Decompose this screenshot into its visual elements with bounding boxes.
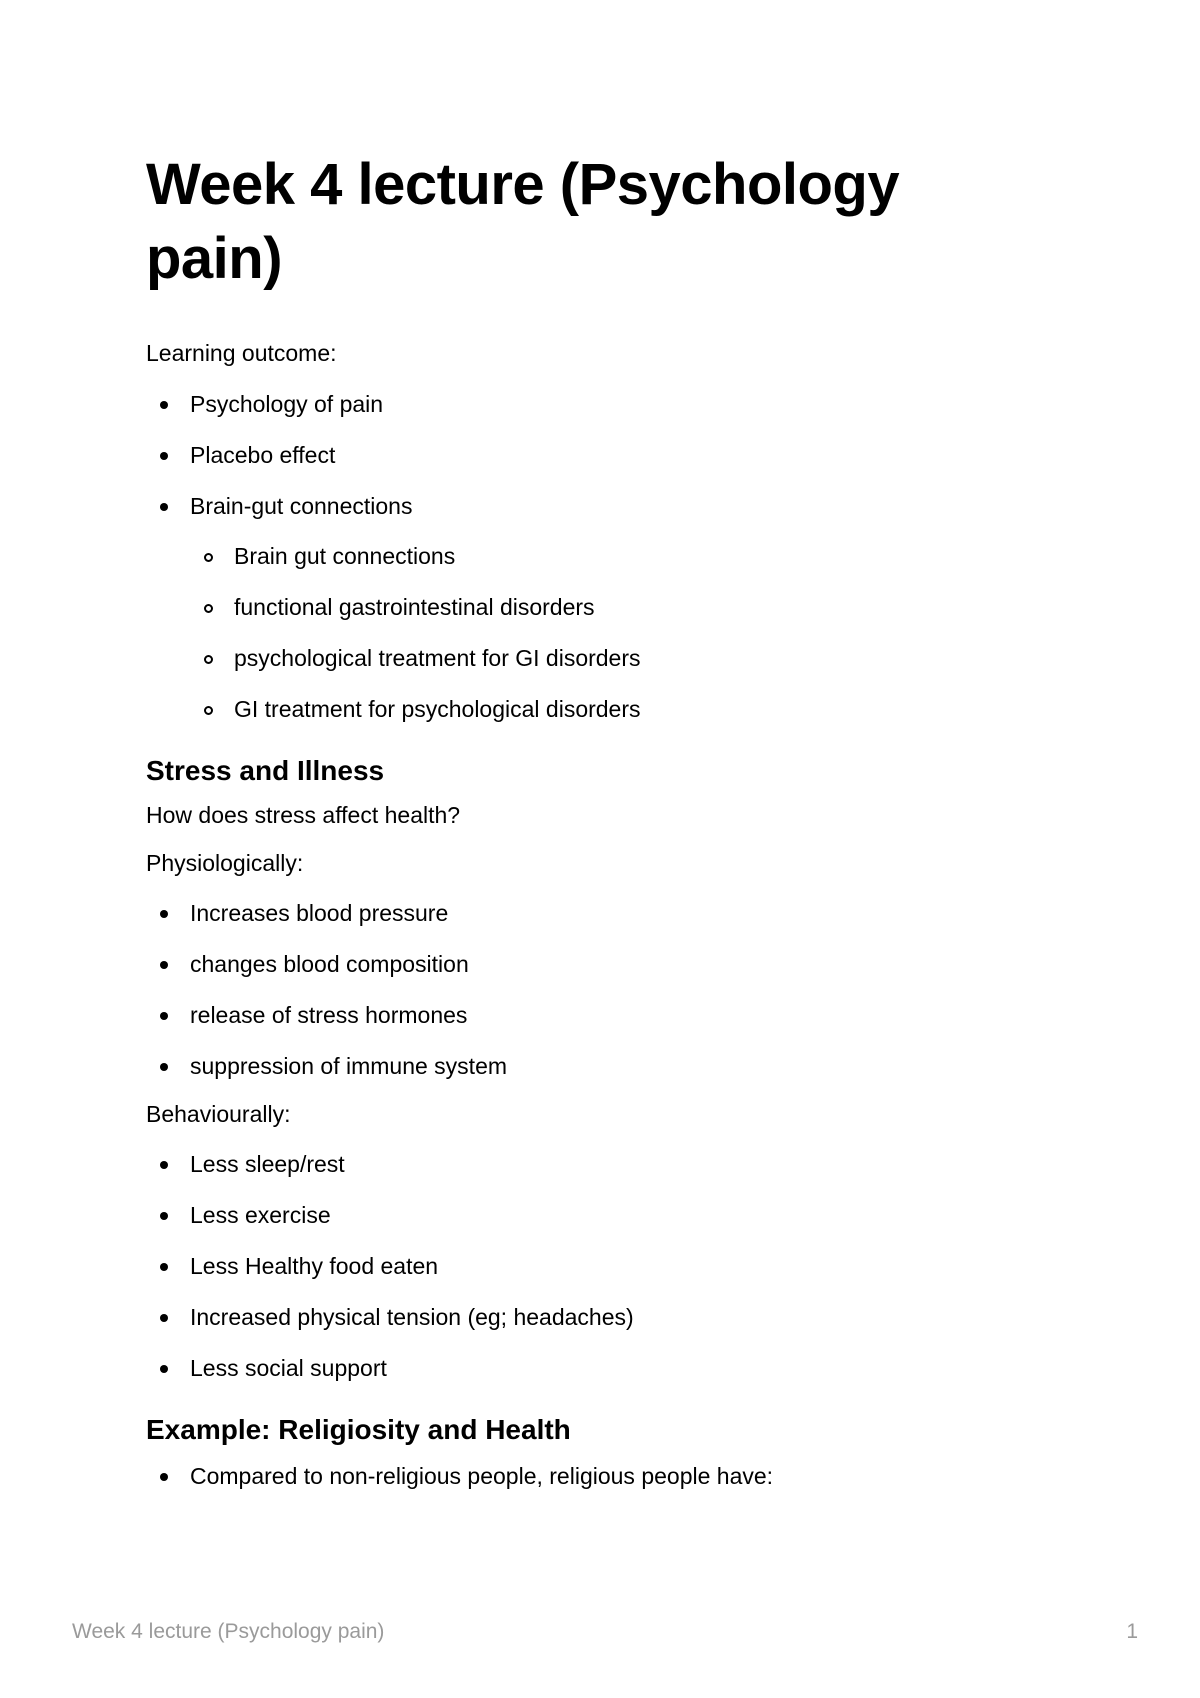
list-item-text: Less Healthy food eaten <box>190 1253 439 1279</box>
physiological-list <box>146 898 1046 1081</box>
behavioural-list <box>146 1149 1046 1383</box>
bullet-icon <box>160 401 168 409</box>
page-title-line-1: Week 4 lecture (Psychology <box>146 152 900 217</box>
list-item-text: Less exercise <box>190 1202 331 1228</box>
sub-list-item-text: functional gastrointestinal disorders <box>234 594 595 620</box>
list-item <box>146 389 1046 419</box>
list-item-text: release of stress hormones <box>190 1002 468 1028</box>
bullet-icon <box>160 503 168 511</box>
list-item <box>146 898 1046 928</box>
list-item-text: changes blood composition <box>190 951 469 977</box>
hollow-bullet-icon <box>204 553 213 562</box>
bullet-icon <box>160 1063 168 1071</box>
bullet-icon <box>160 452 168 460</box>
learning-outcomes-list <box>146 389 1046 521</box>
stress-question: How does stress affect health? <box>146 802 461 828</box>
list-item <box>146 491 1046 521</box>
learning-outcome-label: Learning outcome: <box>146 340 337 366</box>
footer-page-number: 1 <box>1126 1620 1138 1643</box>
bullet-icon <box>160 1212 168 1220</box>
sub-list-item <box>146 592 1046 622</box>
page-title-line-2: pain) <box>146 226 283 291</box>
list-item-text: Increases blood pressure <box>190 900 449 926</box>
list-item-text: Placebo effect <box>190 442 336 468</box>
list-item-text: Less social support <box>190 1355 387 1381</box>
list-item <box>146 1461 1046 1491</box>
hollow-bullet-icon <box>204 655 213 664</box>
religiosity-list <box>146 1461 1046 1491</box>
list-item <box>146 949 1046 979</box>
sub-list-item <box>146 643 1046 673</box>
list-item-text: Brain-gut connections <box>190 493 413 519</box>
list-item <box>146 1000 1046 1030</box>
hollow-bullet-icon <box>204 706 213 715</box>
list-item-text: suppression of immune system <box>190 1053 508 1079</box>
list-item <box>146 1200 1046 1230</box>
list-item <box>146 1353 1046 1383</box>
stress-illness-heading: Stress and Illness <box>146 755 385 786</box>
bullet-icon <box>160 1263 168 1271</box>
footer-title: Week 4 lecture (Psychology pain) <box>72 1620 385 1643</box>
page-title <box>146 148 1046 296</box>
hollow-bullet-icon <box>204 604 213 613</box>
bullet-icon <box>160 1161 168 1169</box>
list-item <box>146 440 1046 470</box>
list-item <box>146 1149 1046 1179</box>
list-item-text: Increased physical tension (eg; headaches) <box>190 1304 634 1330</box>
bullet-icon <box>160 1473 168 1481</box>
list-item <box>146 1302 1046 1332</box>
sub-list-item-text: psychological treatment for GI disorders <box>234 645 641 671</box>
sub-list-item-text: GI treatment for psychological disorders <box>234 696 641 722</box>
sub-list-item-text: Brain gut connections <box>234 543 456 569</box>
bullet-icon <box>160 1365 168 1373</box>
list-item <box>146 1251 1046 1281</box>
bullet-icon <box>160 1012 168 1020</box>
sub-list-item <box>146 541 1046 571</box>
list-item-text: Psychology of pain <box>190 391 384 417</box>
behavioural-label: Behaviourally: <box>146 1101 291 1127</box>
document-content <box>146 148 1046 1491</box>
brain-gut-sublist <box>146 541 1046 724</box>
sub-list-item <box>146 694 1046 724</box>
list-item <box>146 1051 1046 1081</box>
physiological-label: Physiologically: <box>146 850 304 876</box>
bullet-icon <box>160 961 168 969</box>
bullet-icon <box>160 1314 168 1322</box>
religiosity-heading: Example: Religiosity and Health <box>146 1414 571 1445</box>
list-item-text: Less sleep/rest <box>190 1151 345 1177</box>
bullet-icon <box>160 910 168 918</box>
list-item-text: Compared to non-religious people, religious people have: <box>190 1463 774 1489</box>
